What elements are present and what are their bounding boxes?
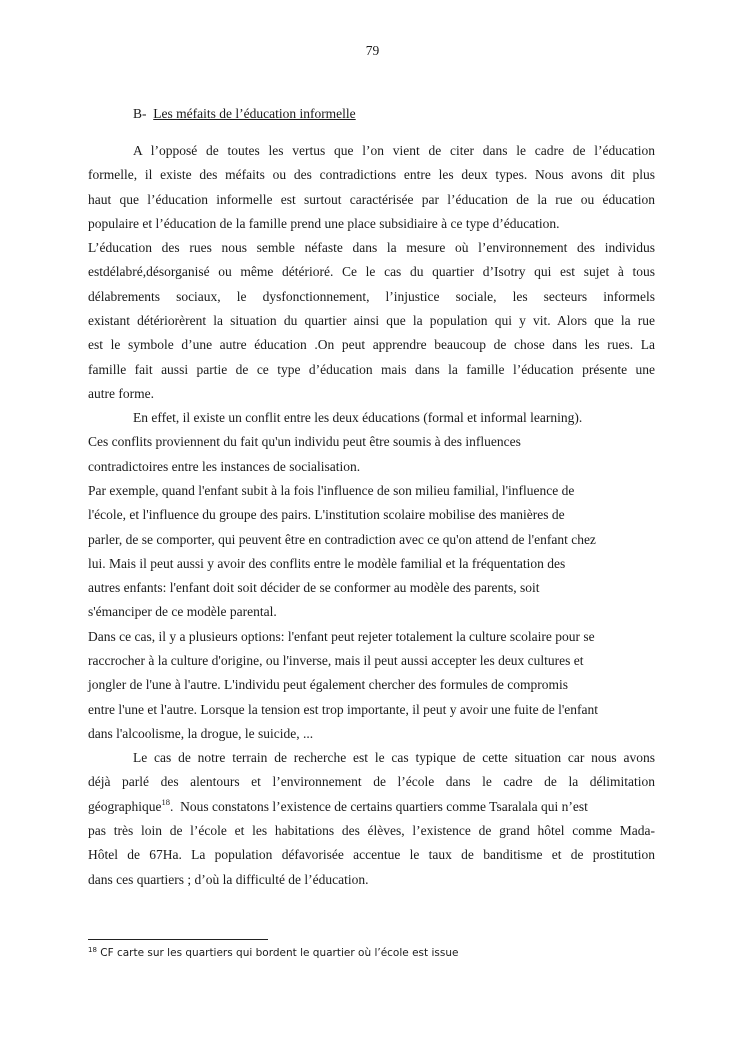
paragraph-line: l'école, et l'influence du groupe des pairs. L'institution scolaire mobilise des manières de [88, 507, 565, 522]
page-number: 79 [365, 43, 380, 58]
paragraph-line: Hôtel de 67Ha. La population défavorisée accentue le taux de banditisme et de prostitution [88, 847, 655, 862]
footnote-number: 18 [88, 946, 97, 954]
footnote [88, 947, 458, 959]
paragraph-line: A l’opposé de toutes les vertus que l’on vient de citer dans le cadre de l’éducation [133, 143, 655, 158]
paragraph-line: contradictoires entre les instances de socialisation. [88, 459, 361, 474]
paragraph-line: autres enfants: l'enfant doit soit décider de se conformer au modèle des parents, soit [88, 580, 540, 595]
paragraph-line: haut que l’éducation informelle est surtout caractérisée par l’éducation de la rue ou éducation [88, 192, 655, 207]
footnote-reference[interactable]: 18 [161, 797, 170, 807]
paragraph-line: estdélabré,désorganisé ou même détérioré. Ce le cas du quartier d’Isotry qui est sujet à tous [88, 264, 655, 279]
paragraph-line: En effet, il existe un conflit entre les deux éducations (formal et informal learning). [133, 410, 583, 425]
heading-title: Les méfaits de l’éducation informelle [153, 106, 356, 121]
footnote-text: CF carte sur les quartiers qui bordent le quartier où l’école est issue [96, 947, 459, 959]
paragraph-line: parler, de se comporter, qui peuvent être en contradiction avec ce qu'on attend de l'enfant chez [88, 532, 596, 547]
paragraph-line: populaire et l’éducation de la famille prend une place subsidiaire à ce type d’éducation. [88, 216, 560, 231]
paragraph-line: déjà parlé des alentours et l’environnement de l’école dans le cadre de la délimitation [88, 774, 655, 789]
paragraph-line: jongler de l'une à l'autre. L'individu peut également chercher des formules de compromis [88, 677, 569, 692]
footnote-rule [88, 939, 268, 940]
paragraph-line: Ces conflits proviennent du fait qu'un individu peut être soumis à des influences [88, 434, 521, 449]
paragraph-line: lui. Mais il peut aussi y avoir des conflits entre le modèle familial et la fréquentation des [88, 556, 566, 571]
paragraph-line: est le symbole d’une autre éducation .On peut apprendre beaucoup de chose dans les rues. La [88, 337, 655, 352]
paragraph-line: Par exemple, quand l'enfant subit à la fois l'influence de son milieu familial, l'influence de [88, 483, 575, 498]
line-text: Nous constatons l’existence de certains quartiers comme Tsaralala qui n’est [180, 799, 588, 814]
section-heading [133, 106, 356, 122]
ref-punctuation: . [169, 799, 174, 814]
paragraph-line: Le cas de notre terrain de recherche est le cas typique de cette situation car nous avons [133, 750, 655, 765]
heading-prefix: B- [133, 106, 147, 121]
paragraph-line: Dans ce cas, il y a plusieurs options: l'enfant peut rejeter totalement la culture scolaire pour se [88, 629, 595, 644]
line-text: géographique [88, 799, 162, 814]
paragraph-line-with-footnote [88, 798, 655, 816]
paragraph-line: délabrements sociaux, le dysfonctionnement, l’injustice sociale, les secteurs informels [88, 289, 655, 304]
paragraph-line: formelle, il existe des méfaits ou des contradictions entre les deux types. Nous avons dit plus [88, 167, 655, 182]
paragraph-line: dans l'alcoolisme, la drogue, le suicide, ... [88, 726, 314, 741]
paragraph-line: s'émanciper de ce modèle parental. [88, 604, 277, 619]
paragraph-line: entre l'une et l'autre. Lorsque la tension est trop importante, il peut y avoir une fuite de l'enfant [88, 702, 599, 717]
paragraph-line: famille fait aussi partie de ce type d’éducation mais dans la famille l’éducation présente une [88, 362, 655, 377]
paragraph-line: existant détériorèrent la situation du quartier ainsi que la population qui y vit. Alors que la rue [88, 313, 655, 328]
paragraph-line: autre forme. [88, 386, 154, 401]
paragraph-line: pas très loin de l’école et les habitations des élèves, l’existence de grand hôtel comme Mada- [88, 823, 655, 838]
paragraph-line: L’éducation des rues nous semble néfaste dans la mesure où l’environnement des individus [88, 240, 655, 255]
paragraph-line: dans ces quartiers ; d’où la difficulté de l’éducation. [88, 872, 369, 887]
paragraph-line: raccrocher à la culture d'origine, ou l'inverse, mais il peut aussi accepter les deux cultures et [88, 653, 584, 668]
